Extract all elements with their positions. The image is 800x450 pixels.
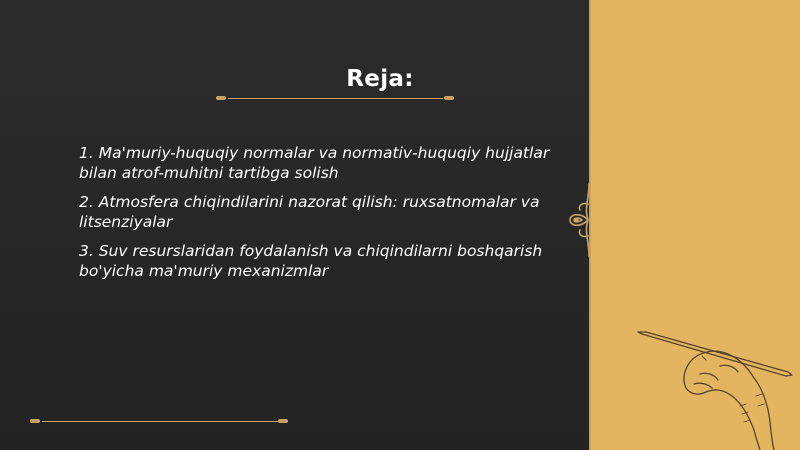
agenda-item: 2. Atmosfera chiqindilarini nazorat qilish: ruxsatnomalar va litsenziyalar	[79, 193, 540, 231]
slide-title: Reja:	[346, 66, 414, 92]
agenda-list	[79, 143, 559, 290]
hand-with-pen-icon	[636, 326, 796, 450]
agenda-item: 1. Ma'muriy-huquqiy normalar va normativ-huquqiy hujjatlar bilan atrof-muhitni tartibga solish	[79, 144, 550, 182]
scroll-ornament-icon	[560, 180, 600, 260]
agenda-item: 3. Suv resurslaridan foydalanish va chiqindilarni boshqarish bo'yicha ma'muriy mexanizmlar	[79, 242, 543, 280]
